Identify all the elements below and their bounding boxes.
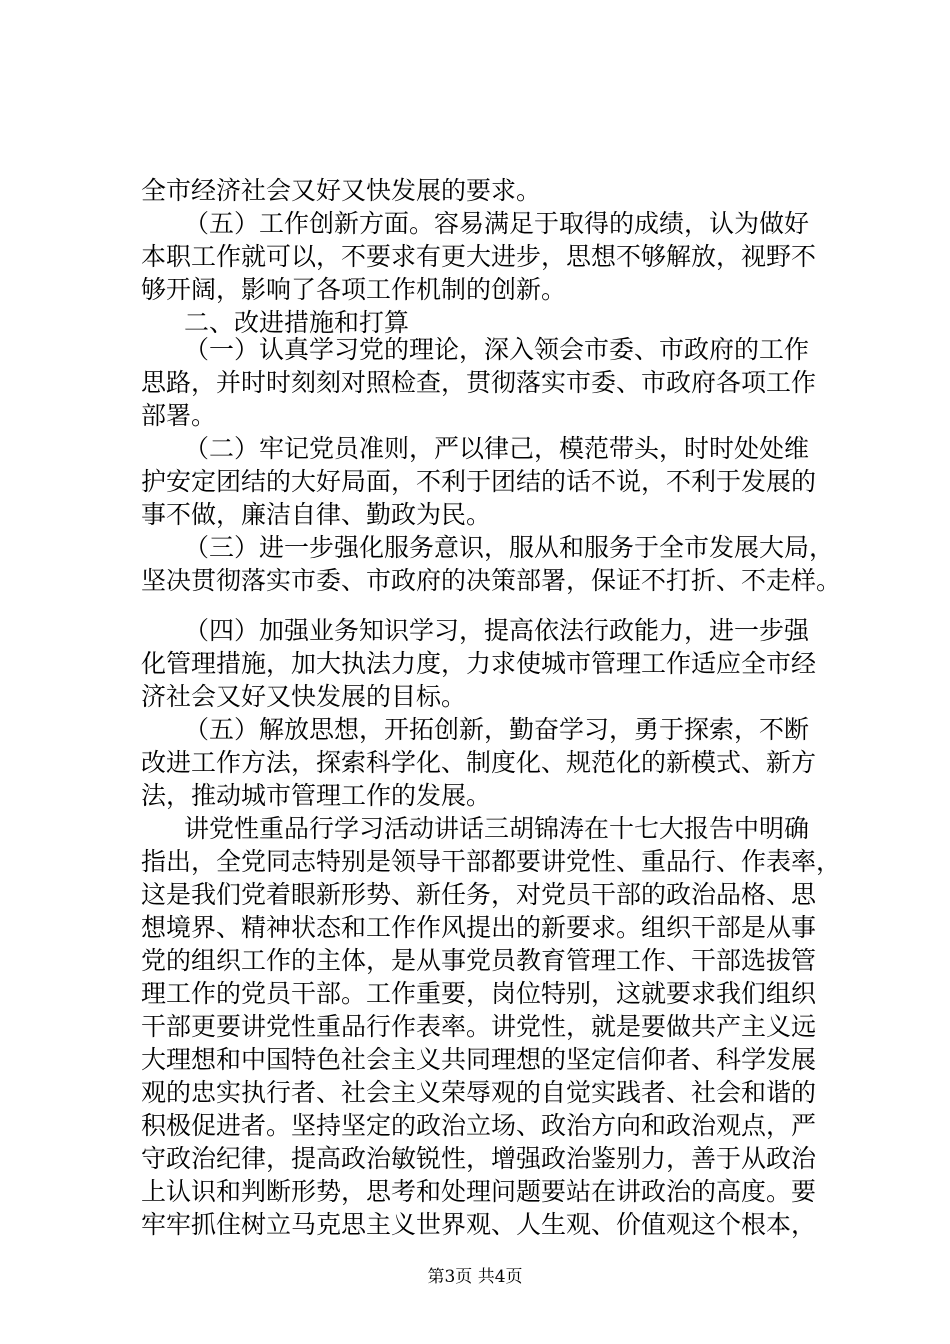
- body-text-line: 党的组织工作的主体，是从事党员教育管理工作、干部选拔管: [141, 946, 817, 975]
- body-text-line: 护安定团结的大好局面，不利于团结的话不说，不利于发展的: [141, 467, 817, 496]
- body-text-line: （二）牢记党员准则，严以律己，模范带头，时时处处维: [184, 434, 810, 463]
- body-text-line: 济社会又好又快发展的目标。: [141, 682, 467, 711]
- body-text-line: 讲党性重品行学习活动讲话三胡锦涛在十七大报告中明确: [184, 814, 810, 843]
- body-text-line: 够开阔，影响了各项工作机制的创新。: [141, 275, 567, 304]
- body-text-line: 全市经济社会又好又快发展的要求。: [141, 176, 542, 205]
- body-text-line: 积极促进者。坚持坚定的政治立场、政治方向和政治观点，严: [141, 1111, 817, 1140]
- body-text-line: （五）工作创新方面。容易满足于取得的成绩，认为做好: [184, 209, 810, 238]
- body-text-line: 观的忠实执行者、社会主义荣辱观的自觉实践者、社会和谐的: [141, 1078, 817, 1107]
- body-text-line: 化管理措施，加大执法力度，力求使城市管理工作适应全市经: [141, 649, 817, 678]
- body-text-line: 坚决贯彻落实市委、市政府的决策部署，保证不打折、不走样。: [141, 566, 842, 595]
- body-text-line: 想境界、精神状态和工作作风提出的新要求。组织干部是从事: [141, 913, 817, 942]
- body-text-line: 部署。: [141, 401, 217, 430]
- body-text-line: 指出，全党同志特别是领导干部都要讲党性、重品行、作表率，: [141, 847, 842, 876]
- body-text-line: （五）解放思想，开拓创新，勤奋学习，勇于探索，不断: [184, 715, 810, 744]
- section-heading: 二、改进措施和打算: [184, 308, 410, 337]
- body-text-line: （四）加强业务知识学习，提高依法行政能力，进一步强: [184, 616, 810, 645]
- body-text-line: 改进工作方法，探索科学化、制度化、规范化的新模式、新方: [141, 748, 817, 777]
- body-text-line: 法，推动城市管理工作的发展。: [141, 781, 492, 810]
- body-text-line: 大理想和中国特色社会主义共同理想的坚定信仰者、科学发展: [141, 1045, 817, 1074]
- page-footer: 第3页 共4页: [427, 1267, 523, 1287]
- body-text-line: （三）进一步强化服务意识，服从和服务于全市发展大局，: [184, 533, 835, 562]
- body-text-line: 守政治纪律，提高政治敏锐性，增强政治鉴别力，善于从政治: [141, 1144, 817, 1173]
- body-text-line: 牢牢抓住树立马克思主义世界观、人生观、价值观这个根本，: [141, 1210, 817, 1239]
- body-text-line: 干部更要讲党性重品行作表率。讲党性，就是要做共产主义远: [141, 1012, 817, 1041]
- body-text-line: 事不做，廉洁自律、勤政为民。: [141, 500, 492, 529]
- body-text-line: 本职工作就可以，不要求有更大进步，思想不够解放，视野不: [141, 242, 817, 271]
- body-text-line: （一）认真学习党的理论，深入领会市委、市政府的工作: [184, 335, 810, 364]
- body-text-line: 理工作的党员干部。工作重要，岗位特别，这就要求我们组织: [141, 979, 817, 1008]
- body-text-line: 这是我们党着眼新形势、新任务，对党员干部的政治品格、思: [141, 880, 817, 909]
- body-text-line: 思路，并时时刻刻对照检查，贯彻落实市委、市政府各项工作: [141, 368, 817, 397]
- body-text-line: 上认识和判断形势，思考和处理问题要站在讲政治的高度。要: [141, 1177, 817, 1206]
